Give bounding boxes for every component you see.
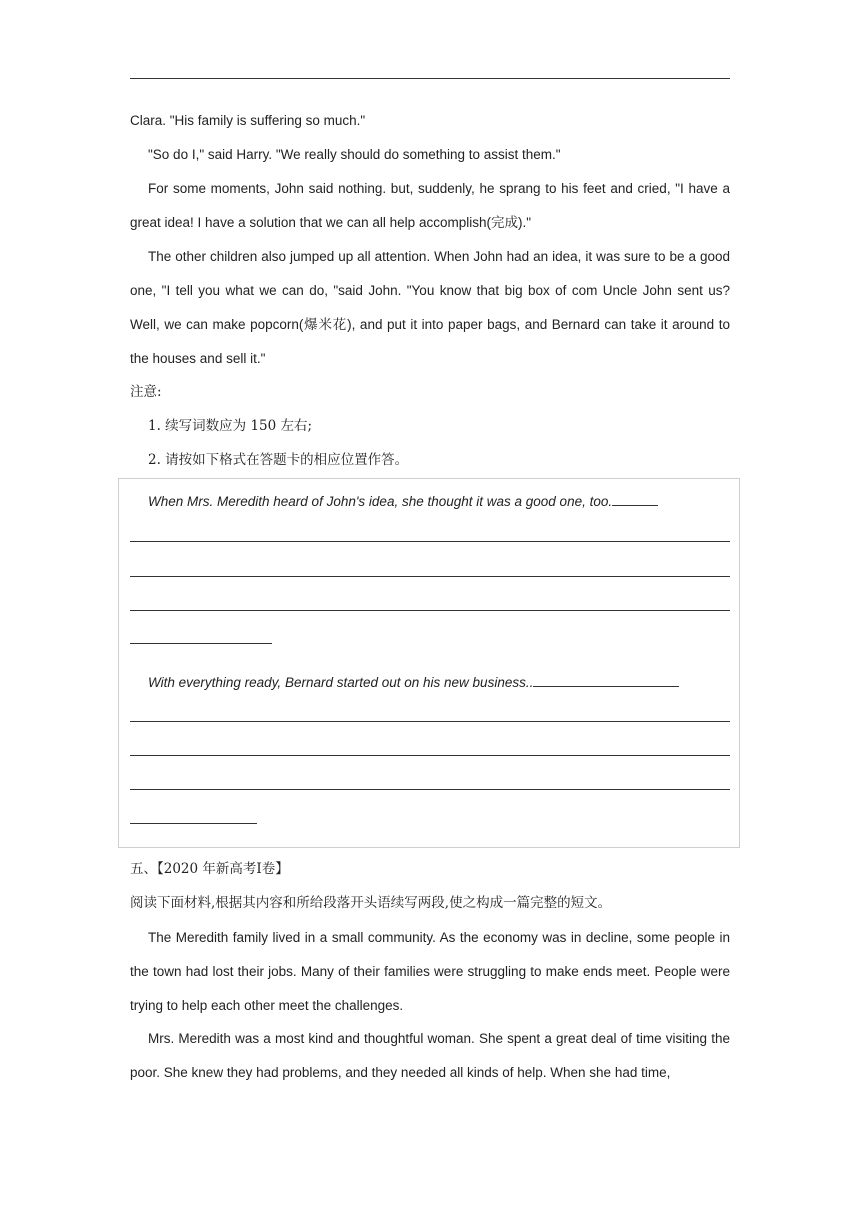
passage-paragraph-4: The other children also jumped up all attention. When John had an idea, it was sure to be a good one, "I tell you what we can do, "said John. "You know that big box of com Uncle John sent us? Well, we can make popcorn(爆米花), and put it into paper bags, and Bernard can take it around to the houses and sell it." [130, 249, 730, 366]
section-5-paragraph-1: The Meredith family lived in a small community. As the economy was in decline, some people in the town had lost their jobs. Many of their families were struggling to make ends meet. People were trying to help each other meet the challenges. [130, 930, 730, 1013]
answer-rule [130, 721, 730, 722]
answer-rule [130, 541, 730, 542]
header-rule [130, 78, 730, 79]
answer-rule [130, 576, 730, 577]
section-5-title: 五、【2020 年新高考Ⅰ卷】 [130, 861, 289, 877]
answer-blank [533, 674, 679, 687]
answer-para1-line [130, 492, 730, 512]
note-item-1: 1. 续写词数应为 150 左右; [148, 418, 313, 434]
answer-blank [612, 493, 658, 506]
passage-paragraph-1: Clara. "His family is suffering so much." [130, 113, 366, 128]
notes-heading: 注意: [130, 384, 162, 400]
answer-box [118, 478, 740, 848]
note-item-2: 2. 请按如下格式在答题卡的相应位置作答。 [148, 452, 409, 468]
passage-paragraph-3: For some moments, John said nothing. but, suddenly, he sprang to his feet and cried, "I have a great idea! I have a solution that we can all help accomplish(完成)." [130, 181, 730, 230]
answer-rule [130, 755, 730, 756]
section-5-instruction: 阅读下面材料,根据其内容和所给段落开头语续写两段,使之构成一篇完整的短文。 [130, 895, 612, 911]
answer-rule-short [130, 643, 272, 644]
answer-para1-start: When Mrs. Meredith heard of John's idea, she thought it was a good one, too. [148, 494, 613, 509]
answer-para2-line [130, 673, 730, 693]
answer-para2-start: With everything ready, Bernard started out on his new business.. [148, 675, 534, 690]
answer-rule-short [130, 823, 257, 824]
section-5-paragraph-2: Mrs. Meredith was a most kind and thoughtful woman. She spent a great deal of time visiting the poor. She knew they had problems, and they needed all kinds of help. When she had time, [130, 1031, 730, 1080]
passage-paragraph-2: "So do I," said Harry. "We really should do something to assist them." [148, 147, 561, 162]
answer-rule [130, 610, 730, 611]
answer-rule [130, 789, 730, 790]
